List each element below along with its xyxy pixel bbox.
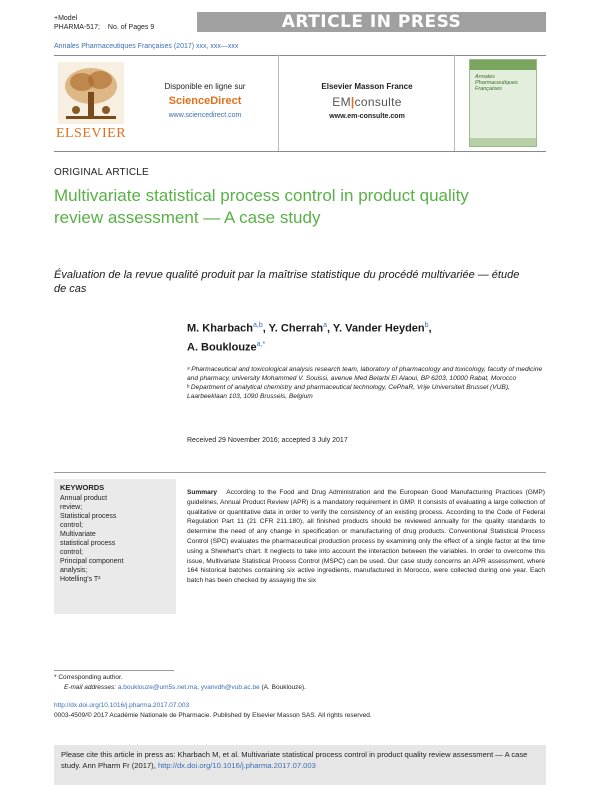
citation-text: Please cite this article in press as: Kharbach M, et al. Multivariate statistical process control in product quality review assessment — A case study. Ann Pharm Fr (2017), bbox=[61, 750, 528, 770]
author-separator: , bbox=[327, 322, 333, 335]
sciencedirect-brand: ScienceDirect bbox=[168, 95, 242, 107]
em-publisher-label: Elsevier Masson France bbox=[321, 82, 413, 91]
email-separator: , bbox=[197, 684, 199, 691]
author-affil-sup[interactable]: a,* bbox=[256, 340, 266, 348]
cover-title: Annales Pharmaceutiques Françaises bbox=[475, 74, 518, 92]
article-type: ORIGINAL ARTICLE bbox=[54, 167, 149, 178]
masthead-bottom-rule bbox=[54, 151, 546, 152]
sd-available-label: Disponible en ligne sur bbox=[164, 82, 246, 91]
author-affil-sup[interactable]: a,b bbox=[253, 322, 263, 329]
cover-bottom-bar bbox=[470, 138, 536, 146]
author-name[interactable]: Y. Cherrah bbox=[268, 322, 324, 335]
affiliations bbox=[187, 365, 547, 401]
emconsulte-brand bbox=[279, 95, 455, 109]
sciencedirect-box bbox=[132, 55, 278, 151]
keywords-box bbox=[54, 479, 176, 614]
model-label: +Model bbox=[54, 15, 78, 22]
article-ref: PHARMA-517; bbox=[54, 24, 100, 31]
keyword-line: Multivariate bbox=[60, 531, 96, 538]
author-list bbox=[187, 318, 547, 355]
keyword-line: Statistical process bbox=[60, 513, 117, 520]
keyword-line: Principal component bbox=[60, 558, 124, 565]
emconsulte-link[interactable]: www.em-consulte.com bbox=[329, 113, 405, 120]
author-affil-sup[interactable]: a bbox=[323, 322, 327, 329]
footnote-rule bbox=[54, 670, 174, 671]
article-title-french: Évaluation de la revue qualité produit par la maîtrise statistique du procédé multivariée — étude de cas bbox=[54, 269, 520, 295]
keyword-line: control; bbox=[60, 522, 83, 529]
summary-text: According to the Food and Drug Administration and the European Good Manufacturing Practices (GMP) guidelines, Annual Product Review (APR) is a mandatory requirement in GMP. It consists of evaluating a large collection of qualitative or quantitative data in order to verify the consistency of an existing process. According to the Code of Federal Regulation Part 11 (21 CFR 211.180), all finished products should be reviewed annually for the quality standards to determine the need of any change in specification or manufacturing of drug products. Conventional Statistical Process Control (SPC) evaluates the pharmaceutical production process by examining only the effect of a single factor at the time using a Shewhart's chart. It neglects to take into account the interaction between the variables. In order to overcome this issue, Multivariate Statistical Process Control (MSPC) can be used. Our case study concerns an APR assessment, where 164 historical batches containing six active ingredients, manufactured in Morocco, were collected during one year. Each batch has been checked by assaying the six bbox=[187, 489, 545, 585]
email-addresses bbox=[64, 684, 306, 691]
keyword-line: Annual product bbox=[60, 495, 108, 502]
em-brand-right: consulte bbox=[354, 95, 402, 109]
article-title: Multivariate statistical process control in product quality review assessment — A case study bbox=[54, 186, 469, 227]
email-label: E-mail addresses: bbox=[64, 684, 117, 691]
citation-box bbox=[54, 745, 546, 785]
elsevier-tree-icon bbox=[58, 62, 124, 124]
sciencedirect-link[interactable]: www.sciencedirect.com bbox=[168, 112, 242, 119]
email-suffix: (A. Bouklouze). bbox=[261, 684, 306, 691]
header-meta bbox=[54, 14, 154, 32]
received-dates: Received 29 November 2016; accepted 3 July 2017 bbox=[187, 437, 348, 444]
keyword-line: statistical process bbox=[60, 540, 116, 547]
em-brand-pipe: | bbox=[350, 95, 355, 109]
email-link-2[interactable]: yvanvdh@vub.ac.be bbox=[200, 684, 260, 691]
author-affil-sup[interactable]: b bbox=[424, 322, 429, 329]
author-name[interactable]: M. Kharbach bbox=[187, 322, 254, 335]
abstract-summary bbox=[187, 488, 545, 586]
citation-doi-link[interactable]: http://dx.doi.org/10.1016/j.pharma.2017.07.003 bbox=[157, 761, 316, 770]
author-separator: , bbox=[428, 322, 432, 335]
summary-heading: Summary bbox=[187, 489, 218, 496]
elsevier-logo bbox=[54, 62, 128, 146]
journal-citation-line[interactable]: Annales Pharmaceutiques Françaises (2017) xxx, xxx—xxx bbox=[54, 43, 239, 50]
journal-cover-image bbox=[469, 59, 537, 147]
article-in-press-banner: ARTICLE IN PRESS bbox=[197, 12, 546, 32]
cover-band bbox=[470, 60, 536, 70]
affiliation-b: ᵇ Department of analytical chemistry and pharmaceutical technology, CePhaR, Vrije Universiteit Brussel (VUB), Laarbeeklaan 103, 1090 Brussels, Belgium bbox=[187, 384, 510, 400]
doi-link[interactable]: http://dx.doi.org/10.1016/j.pharma.2017.07.003 bbox=[54, 702, 190, 709]
email-link-1[interactable]: a.bouklouze@um5s.net.ma bbox=[117, 684, 198, 691]
em-brand-left: EM bbox=[332, 95, 351, 109]
author-name[interactable]: A. Bouklouze bbox=[187, 341, 257, 354]
keywords-heading: KEYWORDS bbox=[60, 483, 105, 492]
keyword-line: review; bbox=[60, 504, 83, 511]
keyword-line: analysis; bbox=[60, 567, 88, 574]
elsevier-wordmark: ELSEVIER bbox=[55, 126, 127, 141]
affiliation-a: ᵃ Pharmaceutical and toxicological analysis research team, laboratory of pharmacology and toxicology, faculty of medicine and pharmacy, university Mohammed V. Souissi, avenue Med Belarbi El Alaoui, BP 6203, 10000 Rabat, Morocco bbox=[187, 366, 543, 382]
copyright-line: 0003-4509/© 2017 Académie Nationale de Pharmacie. Published by Elsevier Masson SAS. All rights reserved. bbox=[54, 712, 372, 719]
corresponding-author-note: * Corresponding author. bbox=[54, 674, 123, 681]
author-name[interactable]: Y. Vander Heyden bbox=[332, 322, 425, 335]
section-divider bbox=[54, 472, 546, 473]
page-count: No. of Pages 9 bbox=[107, 24, 155, 31]
emconsulte-box bbox=[278, 55, 454, 151]
journal-cover-box bbox=[454, 55, 546, 151]
keyword-line: control; bbox=[60, 549, 83, 556]
author-separator: , bbox=[262, 322, 269, 335]
keyword-line: Hotelling's T² bbox=[60, 576, 101, 583]
